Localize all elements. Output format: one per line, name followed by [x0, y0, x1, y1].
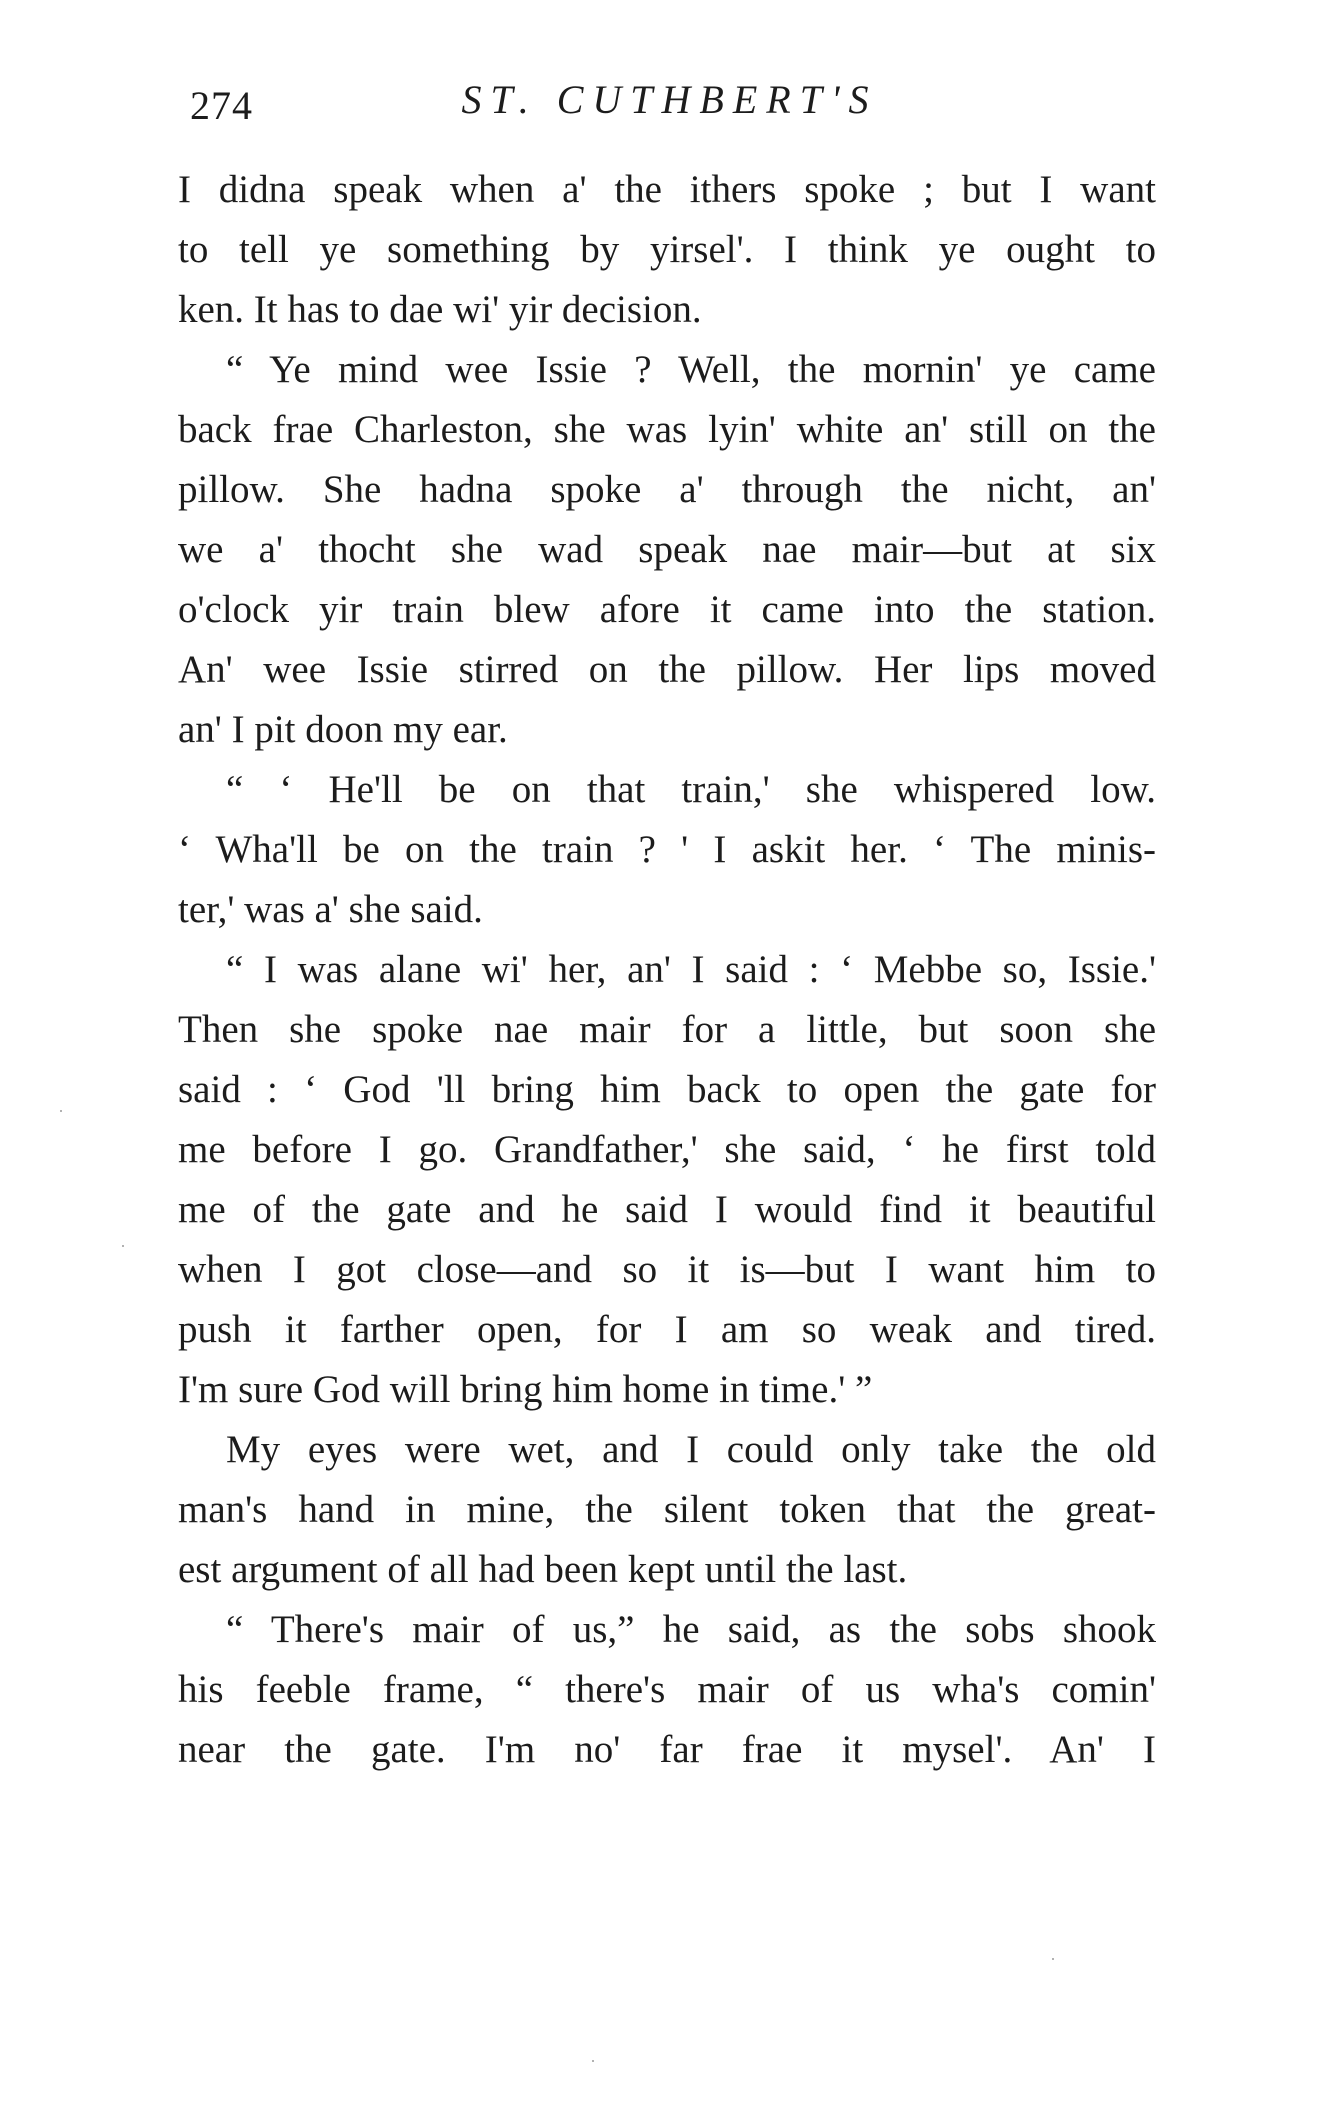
text-line: an' I pit doon my ear. [178, 708, 508, 751]
running-head [182, 76, 1157, 136]
text-line: to tell ye something by yirsel'. I think ye ought to [178, 228, 1156, 271]
text-line: me of the gate and he said I would find it beautiful [178, 1188, 1156, 1231]
text-line: said : ‘ God 'll bring him back to open the gate for [178, 1068, 1156, 1111]
paragraph [178, 760, 1156, 940]
text-line: An' wee Issie stirred on the pillow. Her lips moved [178, 648, 1156, 691]
text-line: his feeble frame, “ there's mair of us wha's comin' [178, 1668, 1156, 1711]
text-line: ken. It has to dae wi' yir decision. [178, 288, 702, 331]
running-title: ST. CUTHBERT'S [461, 77, 878, 122]
paragraph [178, 340, 1156, 760]
text-line: we a' thocht she wad speak nae mair—but at six [178, 528, 1156, 571]
page-number: 274 [190, 83, 253, 128]
text-line: me before I go. Grandfather,' she said, ‘ he first told [178, 1128, 1156, 1171]
text-line: push it farther open, for I am so weak and tired. [178, 1308, 1156, 1351]
text-line: near the gate. I'm no' far frae it mysel'. An' I [178, 1728, 1156, 1771]
paper-speck [1052, 1958, 1054, 1960]
text-line: back frae Charleston, she was lyin' white an' still on the [178, 408, 1156, 451]
text-line: o'clock yir train blew afore it came into the station. [178, 588, 1156, 631]
paragraph [178, 1600, 1156, 1780]
text-line: man's hand in mine, the silent token that the great- [178, 1488, 1156, 1531]
text-line: My eyes were wet, and I could only take the old [226, 1428, 1156, 1471]
text-line: I'm sure God will bring him home in time.' ” [178, 1368, 873, 1411]
text-line: “ I was alane wi' her, an' I said : ‘ Mebbe so, Issie.' [226, 948, 1156, 991]
paragraph [178, 160, 1156, 340]
paper-speck [122, 1245, 124, 1247]
paper-speck [60, 1110, 62, 1112]
text-line: I didna speak when a' the ithers spoke ; but I want [178, 168, 1156, 211]
text-line: pillow. She hadna spoke a' through the nicht, an' [178, 468, 1156, 511]
paragraph [178, 940, 1156, 1420]
text-line: Then she spoke nae mair for a little, but soon she [178, 1008, 1156, 1051]
text-line: ‘ Wha'll be on the train ? ' I askit her. ‘ The minis- [178, 828, 1156, 871]
paper-speck [592, 2060, 594, 2062]
text-line: “ ‘ He'll be on that train,' she whispered low. [226, 768, 1156, 811]
text-line: est argument of all had been kept until the last. [178, 1548, 908, 1591]
body-text [178, 160, 1156, 1780]
text-line: “ Ye mind wee Issie ? Well, the mornin' ye came [226, 348, 1156, 391]
paragraph [178, 1420, 1156, 1600]
text-line: “ There's mair of us,” he said, as the sobs shook [226, 1608, 1156, 1651]
text-line: when I got close—and so it is—but I want him to [178, 1248, 1156, 1291]
text-line: ter,' was a' she said. [178, 888, 483, 931]
